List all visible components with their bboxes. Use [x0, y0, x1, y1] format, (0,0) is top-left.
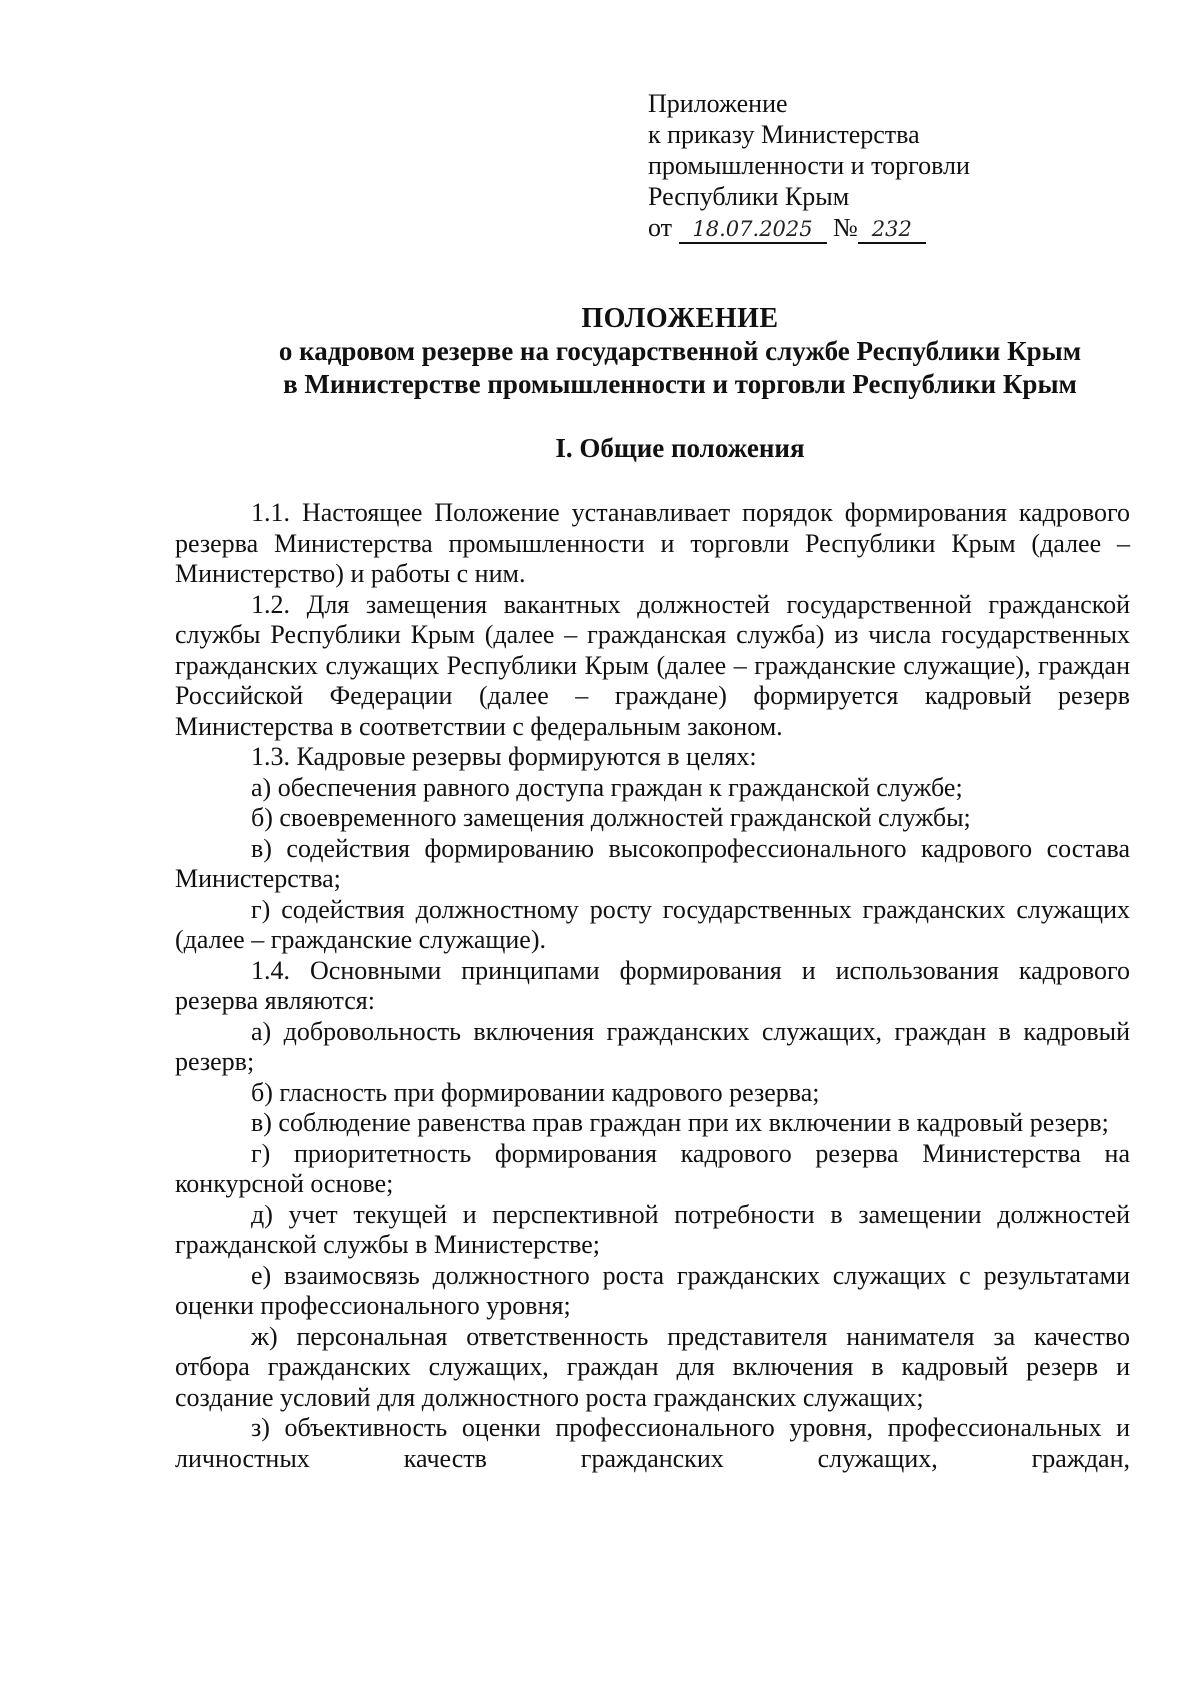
list-item-g: г) содействия должностному росту государственных гражданских служащих (далее – гражданские служащие). — [175, 894, 1130, 954]
paragraph-1-4: 1.4. Основными принципами формирования и использования кадрового резерва являются: — [175, 955, 1130, 1015]
date-prefix: от — [648, 213, 673, 242]
document-subtitle-line-1: о кадровом резерве на государственной службе Республики Крым — [278, 336, 1082, 366]
handwritten-number: 232 — [858, 216, 926, 244]
document-title: ПОЛОЖЕНИЕ — [581, 303, 779, 334]
principle-b: б) гласность при формировании кадрового резерва; — [251, 1077, 820, 1107]
principle-e: е) взаимосвязь должностного роста гражданских служащих с результатами оценки профессионального уровня; — [175, 1260, 1130, 1320]
number-prefix: № — [833, 213, 858, 242]
attachment-republic: Республики Крым — [648, 182, 850, 211]
attachment-block — [648, 88, 1008, 244]
section-heading: I. Общие положения — [555, 433, 805, 463]
principle-g: г) приоритетность формирования кадрового резерва Министерства на конкурсной основе; — [175, 1138, 1130, 1198]
paragraph-1-2: 1.2. Для замещения вакантных должностей государственной гражданской службы Республики Крым (далее – гражданская служба) из числа государственных гражданских служащих Республики Крым (далее – гражданские служащие), граждан Российской Федерации (далее – граждане) формируется кадровый резерв Министерства в соответствии с федеральным законом. — [175, 589, 1130, 741]
paragraph-1-3: 1.3. Кадровые резервы формируются в целях: — [251, 742, 757, 771]
document-title-block — [160, 302, 1200, 401]
principle-v: в) соблюдение равенства прав граждан при их включении в кадровый резерв; — [251, 1108, 1109, 1137]
list-item-a: а) обеспечения равного доступа граждан к гражданской службе; — [251, 772, 963, 802]
list-item-v: в) содействия формированию высокопрофессионального кадрового состава Министерства; — [175, 833, 1130, 893]
attachment-ministry: промышленности и торговли — [648, 151, 970, 180]
paragraph-1-1: 1.1. Настоящее Положение устанавливает порядок формирования кадрового резерва Министерства промышленности и торговли Республики Крым (далее – Министерство) и работы с ним. — [175, 498, 1130, 588]
attachment-date-number — [648, 212, 1008, 244]
attachment-order-ref: к приказу Министерства — [648, 120, 920, 149]
list-item-b: б) своевременного замещения должностей гражданской службы; — [251, 803, 971, 832]
principle-zh: ж) персональная ответственность представителя нанимателя за качество отбора гражданских служащих, граждан для включения в кадровый резерв и создание условий для должностного роста гражданских служащих; — [175, 1321, 1130, 1412]
document-subtitle-line-2: в Министерстве промышленности и торговли Республики Крым — [283, 369, 1077, 399]
document-body — [175, 498, 1130, 1474]
attachment-label: Приложение — [648, 89, 788, 118]
principle-d: д) учет текущей и перспективной потребности в замещении должностей гражданской службы в Министерстве; — [175, 1199, 1130, 1259]
principle-z: з) объективность оценки профессионального уровня, профессиональных и личностных качеств гражданских служащих, граждан, — [175, 1413, 1130, 1473]
handwritten-date: 18.07.2025 — [679, 216, 827, 244]
principle-a: а) добровольность включения гражданских служащих, граждан в кадровый резерв; — [175, 1016, 1130, 1076]
